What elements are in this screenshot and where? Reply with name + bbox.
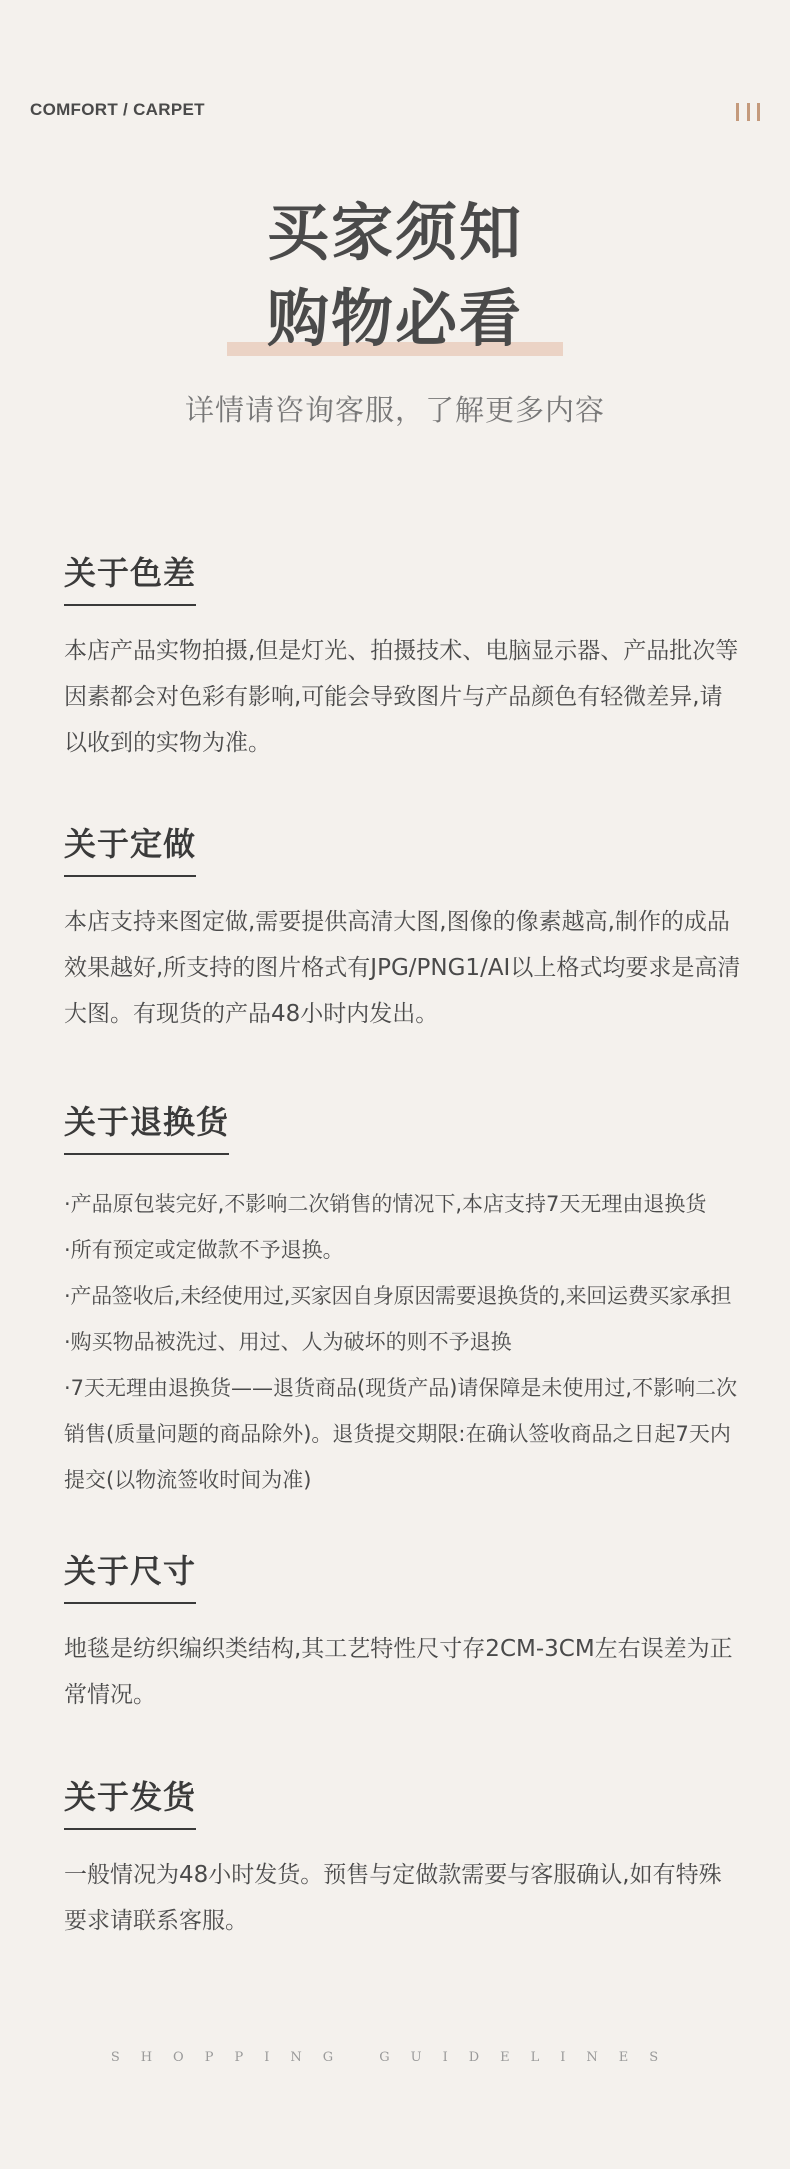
section-customization [64,819,744,1037]
footer-tagline: SHOPPING GUIDELINES [110,2050,680,2065]
section-body: 一般情况为48小时发货。预售与定做款需要与客服确认,如有特殊要求请联系客服。 [64,1862,722,1934]
hero-tagline: 详情请咨询客服，了解更多内容 [184,393,605,427]
list-item: ·产品原包装完好,不影响二次销售的情况下,本店支持7天无理由退换货 [64,1192,707,1216]
hero-title: 买家须知 [266,196,523,269]
returns-list [64,1181,744,1503]
hero [0,190,790,429]
section-shipping [64,1772,744,1944]
section-color-difference [64,548,744,766]
list-item: ·产品签收后,未经使用过,买家因自身原因需要退换货的,来回运费买家承担 [64,1284,732,1308]
section-returns [64,1097,744,1503]
hero-subtitle: 购物必看 [266,282,523,355]
top-bar [30,100,760,126]
section-title: 关于定做 [64,819,196,877]
vertical-bars-icon[interactable] [736,103,760,121]
section-body: 本店支持来图定做,需要提供高清大图,图像的像素越高,制作的成品效果越好,所支持的图片格式有JPG/PNG1/AI以上格式均要求是高清大图。有现货的产品48小时内发出。 [64,909,741,1027]
list-item: ·购买物品被洗过、用过、人为破坏的则不予退换 [64,1330,512,1354]
brand-label: COMFORT / CARPET [30,100,205,119]
section-body: 本店产品实物拍摄,但是灯光、拍摄技术、电脑显示器、产品批次等因素都会对色彩有影响,可能会导致图片与产品颜色有轻微差异,请以收到的实物为准。 [64,638,739,756]
section-title: 关于色差 [64,548,196,606]
section-title: 关于发货 [64,1772,196,1830]
section-size [64,1546,744,1718]
hero-subtitle-wrap [267,276,523,362]
section-title: 关于退换货 [64,1097,229,1155]
list-item: ·7天无理由退换货——退货商品(现货产品)请保障是未使用过,不影响二次销售(质量问题的商品除外)。退货提交期限:在确认签收商品之日起7天内提交(以物流签收时间为准) [64,1376,738,1492]
list-item: ·所有预定或定做款不予退换。 [64,1238,344,1262]
section-title: 关于尺寸 [64,1546,196,1604]
section-body: 地毯是纺织编织类结构,其工艺特性尺寸存2CM-3CM左右误差为正常情况。 [64,1636,733,1708]
